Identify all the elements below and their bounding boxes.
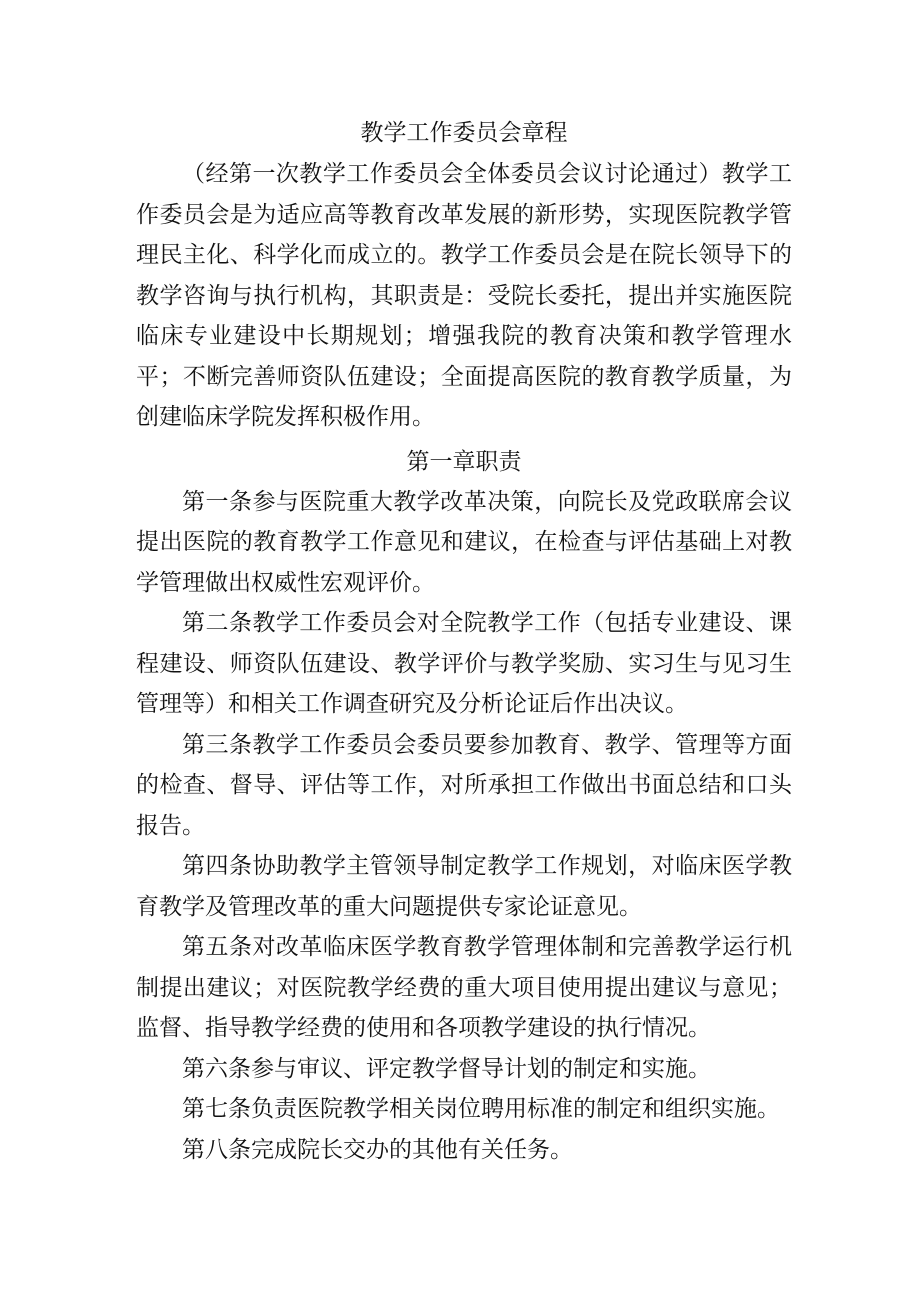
intro-paragraph: （经第一次教学工作委员会全体委员会议讨论通过）教学工作委员会是为适应高等教育改革发展的新形势，实现医院教学管理民主化、科学化而成立的。教学工作委员会是在院长领导下的教学咨询与执行机构，其职责是：受院长委托，提出并实施医院临床专业建设中长期规划；增强我院的教育决策和教学管理水平；不断完善师资队伍建设；全面提高医院的教育教学质量，为创建临床学院发挥积极作用。 [136, 161, 792, 430]
chapter-title: 第一章职责 [406, 448, 522, 475]
article-2: 第二条教学工作委员会对全院教学工作（包括专业建设、课程建设、师资队伍建设、教学评价与教学奖励、实习生与见习生管理等）和相关工作调查研究及分析论证后作出决议。 [136, 610, 792, 717]
article-3: 第三条教学工作委员会委员要参加教育、教学、管理等方面的检查、督导、评估等工作，对所承担工作做出书面总结和口头报告。 [136, 731, 792, 839]
article-7: 第七条负责医院教学相关岗位聘用标准的制定和组织实施。 [182, 1096, 780, 1122]
document-body [136, 112, 792, 1170]
document-title: 教学工作委员会章程 [360, 120, 568, 146]
article-4: 第四条协助教学主管领导制定教学工作规划，对临床医学教育教学及管理改革的重大问题提供专家论证意见。 [136, 853, 792, 920]
article-8: 第八条完成院长交办的其他有关任务。 [182, 1136, 573, 1163]
article-5: 第五条对改革临床医学教育教学管理体制和完善教学运行机制提出建议；对医院教学经费的重大项目使用提出建议与意见；监督、指导教学经费的使用和各项教学建设的执行情况。 [136, 934, 792, 1041]
article-6: 第六条参与审议、评定教学督导计划的制定和实施。 [182, 1055, 711, 1082]
article-1: 第一条参与医院重大教学改革决策，向院长及党政联席会议提出医院的教育教学工作意见和建议，在检查与评估基础上对教学管理做出权威性宏观评价。 [136, 488, 792, 596]
